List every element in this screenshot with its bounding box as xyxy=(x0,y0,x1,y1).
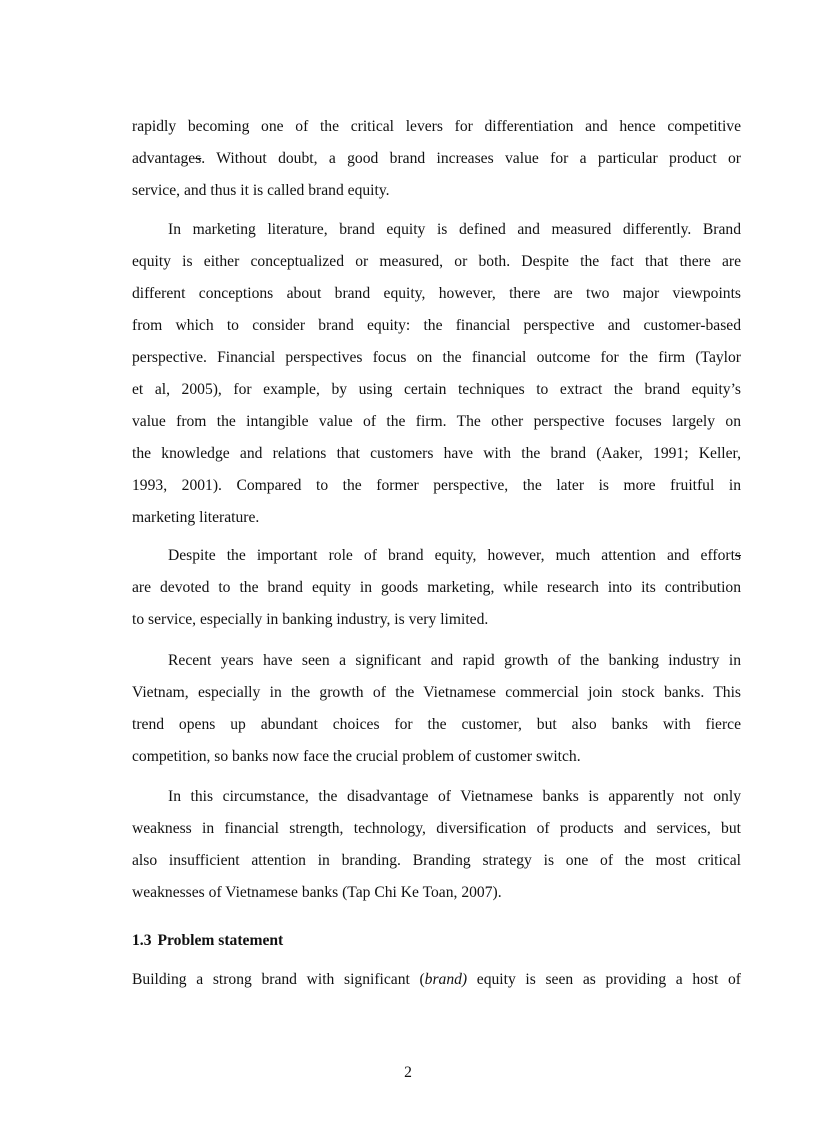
section-title: Problem statement xyxy=(157,932,284,949)
text-line: from which to consider brand equity: the financial perspective and customer-based xyxy=(132,317,741,334)
text-span: . Without doubt, a good brand increases value for a particular product or xyxy=(201,150,741,167)
text-line: equity is either conceptualized or measured, or both. Despite the fact that there are xyxy=(132,253,741,270)
text-line: perspective. Financial perspectives focus on the financial outcome for the firm (Taylor xyxy=(132,349,741,366)
section-number: 1.3 xyxy=(132,932,152,949)
text-line: value from the intangible value of the firm. The other perspective focuses largely on xyxy=(132,413,741,430)
text-line: the knowledge and relations that customers have with the brand (Aaker, 1991; Keller, xyxy=(132,445,741,462)
text-line: to service, especially in banking industry, is very limited. xyxy=(132,611,489,628)
section-heading xyxy=(132,930,283,952)
text-line: In marketing literature, brand equity is defined and measured differently. Brand xyxy=(168,221,741,238)
text-line: also insufficient attention in branding. Branding strategy is one of the most critical xyxy=(132,852,741,869)
text-span: equity is seen as providing a host of xyxy=(467,971,741,988)
text-line: trend opens up abundant choices for the customer, but also banks with fierce xyxy=(132,716,741,733)
text-line: Vietnam, especially in the growth of the Vietnamese commercial join stock banks. This xyxy=(132,684,741,701)
text-line xyxy=(132,970,741,990)
text-line: Recent years have seen a significant and rapid growth of the banking industry in xyxy=(168,652,741,669)
text-line: service, and thus it is called brand equity. xyxy=(132,182,390,199)
text-line: rapidly becoming one of the critical levers for differentiation and hence competitive xyxy=(132,118,741,135)
text-line xyxy=(132,149,741,169)
text-line xyxy=(168,546,741,566)
text-line: marketing literature. xyxy=(132,509,260,526)
italic-text: brand) xyxy=(424,971,468,988)
text-span: Despite the important role of brand equity, however, much attention and effort xyxy=(168,547,735,564)
text-line: different conceptions about brand equity, however, there are two major viewpoints xyxy=(132,285,741,302)
text-line: weaknesses of Vietnamese banks (Tap Chi Ke Toan, 2007). xyxy=(132,884,502,901)
page-number: 2 xyxy=(404,1064,412,1081)
text-line: 1993, 2001). Compared to the former perspective, the later is more fruitful in xyxy=(132,477,741,494)
text-line: In this circumstance, the disadvantage of Vietnamese banks is apparently not only xyxy=(168,788,741,805)
struck-out-text: s xyxy=(195,150,202,167)
text-span: Building a strong brand with significant ( xyxy=(132,971,425,988)
text-line: et al, 2005), for example, by using certain techniques to extract the brand equity’s xyxy=(132,381,741,398)
text-line: weakness in financial strength, technology, diversification of products and services, but xyxy=(132,820,741,837)
text-line: are devoted to the brand equity in goods marketing, while research into its contribution xyxy=(132,579,741,596)
text-span: advantage xyxy=(132,150,196,167)
text-line: competition, so banks now face the crucial problem of customer switch. xyxy=(132,748,581,765)
struck-out-text: s xyxy=(734,547,741,564)
